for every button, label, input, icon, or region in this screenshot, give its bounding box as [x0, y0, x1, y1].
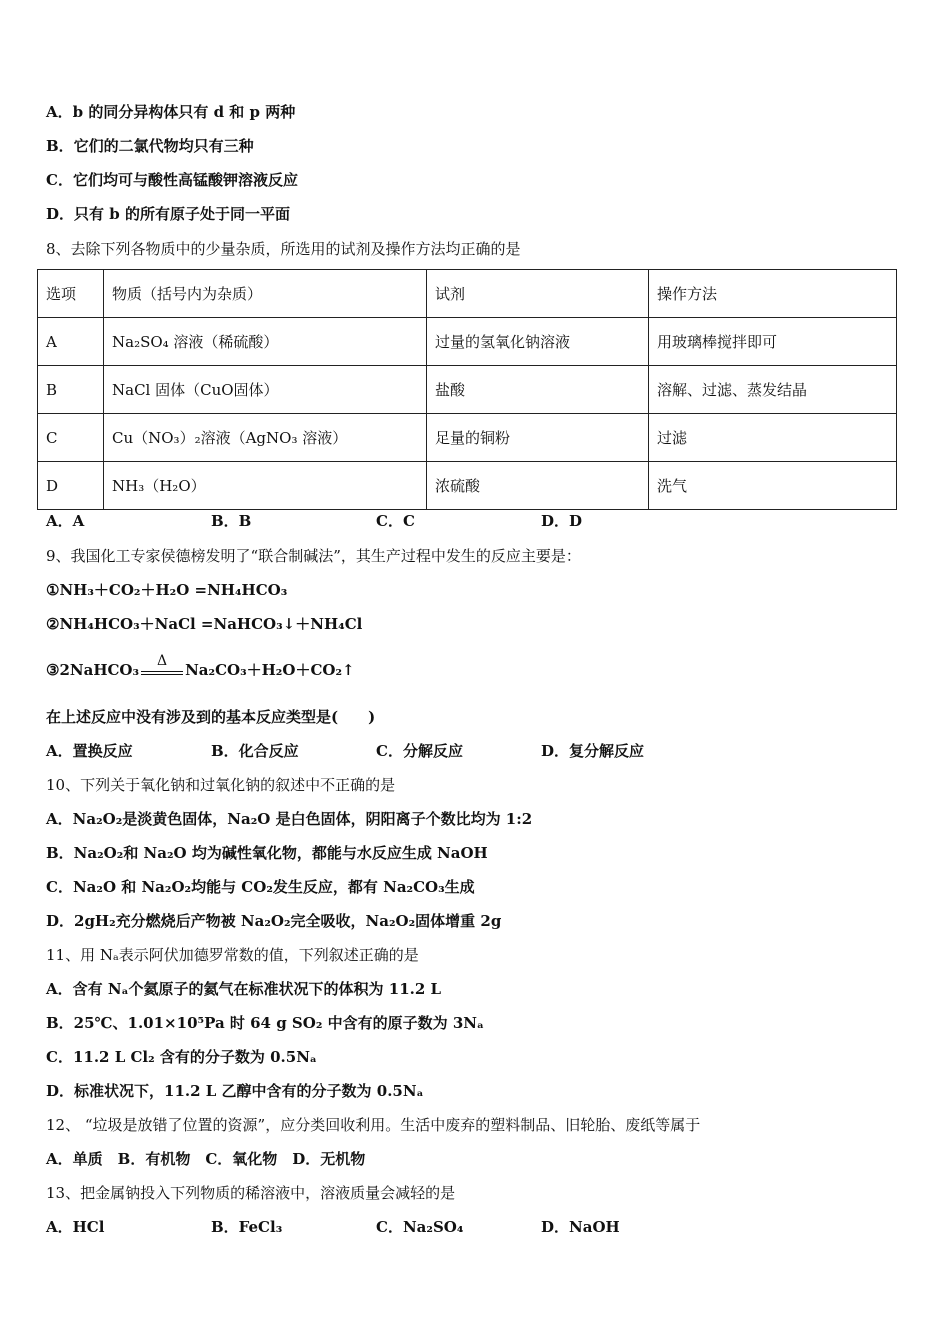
table-header-row [38, 270, 897, 318]
table-cell: 浓硫酸 [427, 462, 649, 510]
q13-option-b: B．FeCl₃ [211, 1218, 283, 1236]
table-cell: A [38, 318, 104, 366]
q9-question: 在上述反应中没有涉及到的基本反应类型是( ) [46, 708, 376, 726]
table-cell: C [38, 414, 104, 462]
q12-options: A．单质 B．有机物 C．氧化物 D．无机物 [46, 1150, 366, 1168]
table-cell: D [38, 462, 104, 510]
q9-option-d: D．复分解反应 [541, 742, 645, 760]
q13-stem: 13、把金属钠投入下列物质的稀溶液中，溶液质量会减轻的是 [46, 1184, 456, 1202]
q13-option-c: C．Na₂SO₄ [376, 1218, 464, 1236]
q10-option-d: D．2gH₂充分燃烧后产物被 Na₂O₂完全吸收，Na₂O₂固体增重 2g [46, 912, 502, 930]
header-cell: 试剂 [427, 270, 649, 318]
q12-stem: 12、 “垃圾是放错了位置的资源”，应分类回收利用。生活中废弃的塑料制品、旧轮胎、废纸等属于 [46, 1116, 701, 1134]
table-cell: 洗气 [649, 462, 897, 510]
header-cell: 物质（括号内为杂质） [104, 270, 427, 318]
table-cell: NaCl 固体（CuO固体） [104, 366, 427, 414]
table-cell: 过量的氢氧化钠溶液 [427, 318, 649, 366]
reaction-3-products: Na₂CO₃＋H₂O＋CO₂↑ [185, 661, 355, 679]
q7-option-a: A．b 的同分异构体只有 d 和 p 两种 [46, 103, 296, 121]
table-cell: Cu（NO₃）₂溶液（AgNO₃ 溶液） [104, 414, 427, 462]
table-cell: 盐酸 [427, 366, 649, 414]
table-row [38, 318, 897, 366]
q9-options [46, 741, 644, 761]
q11-option-b: B．25℃、1.01×10⁵Pa 时 64 g SO₂ 中含有的原子数为 3Nₐ [46, 1014, 484, 1032]
q8-table [37, 269, 897, 510]
q9-stem: 9、我国化工专家侯德榜发明了“联合制碱法”，其生产过程中发生的反应主要是： [46, 547, 581, 565]
q8-option-d: D．D [541, 512, 583, 530]
table-cell: 用玻璃棒搅拌即可 [649, 318, 897, 366]
q11-option-a: A．含有 Nₐ个氦原子的氦气在标准状况下的体积为 11.2 L [46, 980, 442, 998]
q11-stem: 11、用 Nₐ表示阿伏加德罗常数的值，下列叙述正确的是 [46, 946, 419, 964]
delta-symbol: Δ [157, 653, 168, 669]
q11-option-d: D．标准状况下，11.2 L 乙醇中含有的分子数为 0.5Nₐ [46, 1082, 424, 1100]
reaction-3-reactant: ③2NaHCO₃ [46, 661, 140, 679]
table-cell: 溶解、过滤、蒸发结晶 [649, 366, 897, 414]
q10-stem: 10、下列关于氧化钠和过氧化钠的叙述中不正确的是 [46, 776, 396, 794]
header-cell: 操作方法 [649, 270, 897, 318]
q7-option-c: C．它们均可与酸性高锰酸钾溶液反应 [46, 171, 298, 189]
table-row [38, 414, 897, 462]
q9-reaction-1: ①NH₃＋CO₂＋H₂O =NH₄HCO₃ [46, 581, 288, 599]
q10-option-b: B．Na₂O₂和 Na₂O 均为碱性氧化物，都能与水反应生成 NaOH [46, 844, 488, 862]
q11-option-c: C．11.2 L Cl₂ 含有的分子数为 0.5Nₐ [46, 1048, 317, 1066]
table-cell: NH₃（H₂O） [104, 462, 427, 510]
q13-option-d: D．NaOH [541, 1218, 620, 1236]
q7-option-d: D．只有 b 的所有原子处于同一平面 [46, 205, 290, 223]
table-row [38, 366, 897, 414]
q10-option-a: A．Na₂O₂是淡黄色固体，Na₂O 是白色固体，阴阳离子个数比均为 1:2 [46, 810, 533, 828]
table-cell: Na₂SO₄ 溶液（稀硫酸） [104, 318, 427, 366]
table-cell: B [38, 366, 104, 414]
q8-option-c: C．C [376, 512, 415, 530]
q9-option-c: C．分解反应 [376, 742, 463, 760]
q13-option-a: A．HCl [46, 1218, 105, 1236]
q9-reaction-2: ②NH₄HCO₃＋NaCl =NaHCO₃↓＋NH₄Cl [46, 615, 363, 633]
table-cell: 过滤 [649, 414, 897, 462]
q9-reaction-3 [46, 653, 355, 681]
header-cell: 选项 [38, 270, 104, 318]
q8-option-a: A．A [46, 512, 85, 530]
q8-option-b: B．B [211, 512, 252, 530]
q8-options [46, 511, 582, 531]
q10-option-c: C．Na₂O 和 Na₂O₂均能与 CO₂发生反应，都有 Na₂CO₃生成 [46, 878, 475, 896]
q9-option-b: B．化合反应 [211, 742, 299, 760]
q7-option-b: B．它们的二氯代物均只有三种 [46, 137, 254, 155]
q13-options [46, 1217, 620, 1237]
table-row [38, 462, 897, 510]
heat-condition-arrow [141, 653, 183, 681]
q8-stem: 8、去除下列各物质中的少量杂质，所选用的试剂及操作方法均正确的是 [46, 240, 521, 258]
table-cell: 足量的铜粉 [427, 414, 649, 462]
q9-option-a: A．置换反应 [46, 742, 133, 760]
